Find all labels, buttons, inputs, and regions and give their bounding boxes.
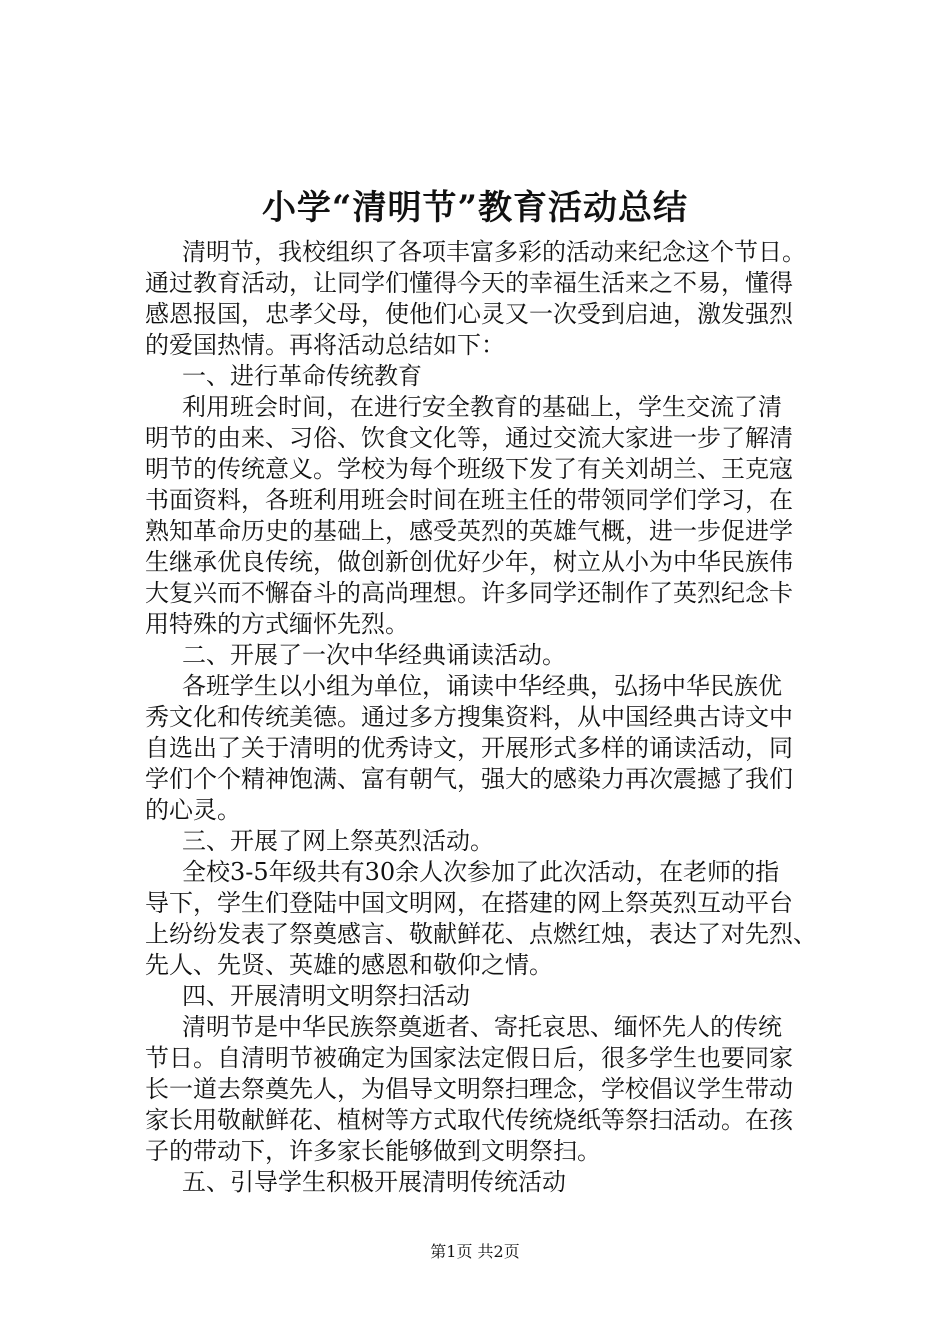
paragraph-line: 通过教育活动，让同学们懂得今天的幸福生活来之不易，懂得 xyxy=(145,269,793,297)
paragraph-line: 大复兴而不懈奋斗的高尚理想。许多同学还制作了英烈纪念卡 xyxy=(145,579,793,607)
section-heading: 四、开展清明文明祭扫活动 xyxy=(182,982,470,1010)
document-body xyxy=(145,237,845,1198)
paragraph-line: 利用班会时间，在进行安全教育的基础上，学生交流了清 xyxy=(182,393,782,421)
paragraph-line: 长一道去祭奠先人，为倡导文明祭扫理念，学校倡议学生带动 xyxy=(145,1075,793,1103)
paragraph-line: 各班学生以小组为单位，诵读中华经典，弘扬中华民族优 xyxy=(182,672,782,700)
paragraph-line: 熟知革命历史的基础上，感受英烈的英雄气概，进一步促进学 xyxy=(145,517,793,545)
paragraph-line: 秀文化和传统美德。通过多方搜集资料，从中国经典古诗文中 xyxy=(145,703,793,731)
paragraph-line: 感恩报国，忠孝父母，使他们心灵又一次受到启迪，激发强烈 xyxy=(145,300,793,328)
page-number-footer: 第1页 共2页 xyxy=(430,1242,520,1261)
paragraph-line: 导下，学生们登陆中国文明网，在搭建的网上祭英烈互动平台 xyxy=(145,889,793,917)
paragraph-line: 清明节，我校组织了各项丰富多彩的活动来纪念这个节日。 xyxy=(182,238,806,266)
paragraph-line: 节日。自清明节被确定为国家法定假日后，很多学生也要同家 xyxy=(145,1044,793,1072)
paragraph-line: 清明节是中华民族祭奠逝者、寄托哀思、缅怀先人的传统 xyxy=(182,1013,782,1041)
section-heading: 五、引导学生积极开展清明传统活动 xyxy=(182,1168,566,1196)
paragraph-line: 家长用敬献鲜花、植树等方式取代传统烧纸等祭扫活动。在孩 xyxy=(145,1106,793,1134)
document-title: 小学“清明节”教育活动总结 xyxy=(261,188,689,228)
paragraph-line: 子的带动下，许多家长能够做到文明祭扫。 xyxy=(145,1137,601,1165)
paragraph-line: 的心灵。 xyxy=(145,796,241,824)
paragraph-line: 明节的传统意义。学校为每个班级下发了有关刘胡兰、王克寇 xyxy=(145,455,793,483)
section-heading: 二、开展了一次中华经典诵读活动。 xyxy=(182,641,566,669)
paragraph-line: 的爱国热情。再将活动总结如下： xyxy=(145,331,505,359)
paragraph-line: 自选出了关于清明的优秀诗文，开展形式多样的诵读活动，同 xyxy=(145,734,793,762)
paragraph-line: 书面资料，各班利用班会时间在班主任的带领同学们学习，在 xyxy=(145,486,793,514)
paragraph-line: 生继承优良传统，做创新创优好少年，树立从小为中华民族伟 xyxy=(145,548,793,576)
paragraph-line: 先人、先贤、英雄的感恩和敬仰之情。 xyxy=(145,951,553,979)
paragraph-line: 学们个个精神饱满、富有朝气，强大的感染力再次震撼了我们 xyxy=(145,765,793,793)
section-heading: 三、开展了网上祭英烈活动。 xyxy=(182,827,494,855)
paragraph-line: 全校3-5年级共有30余人次参加了此次活动，在老师的指 xyxy=(182,858,780,886)
paragraph-line: 用特殊的方式缅怀先烈。 xyxy=(145,610,409,638)
section-heading: 一、进行革命传统教育 xyxy=(182,362,422,390)
paragraph-line: 明节的由来、习俗、饮食文化等，通过交流大家进一步了解清 xyxy=(145,424,793,452)
paragraph-line: 上纷纷发表了祭奠感言、敬献鲜花、点燃红烛，表达了对先烈、 xyxy=(145,920,817,948)
